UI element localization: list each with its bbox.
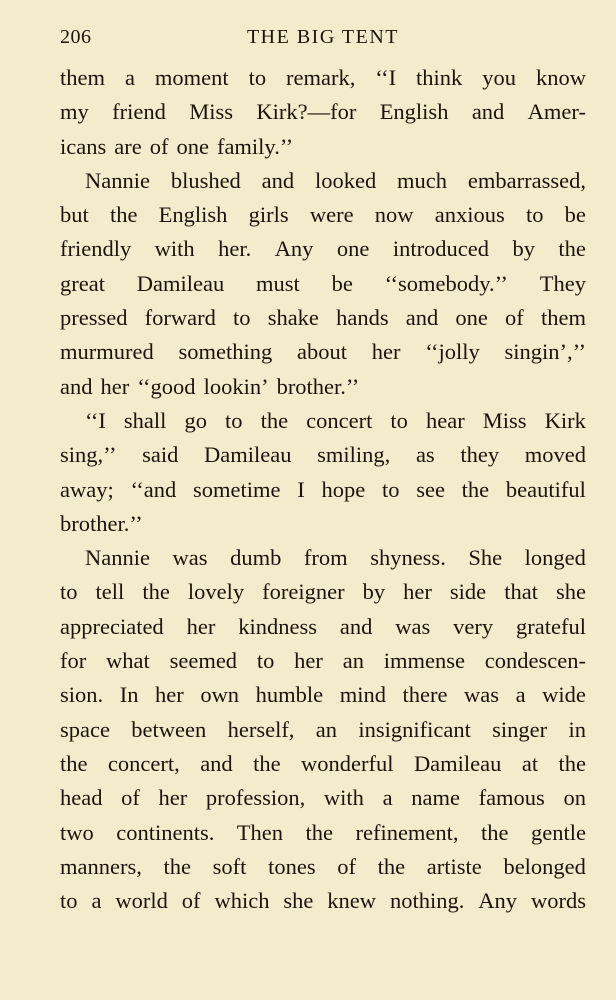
text-line: Nannie blushed and looked much embarrassed, bbox=[85, 167, 586, 193]
text-line: friendly with her. Any one introduced by the bbox=[60, 236, 586, 262]
text-line: head of her profession, with a name famous on bbox=[60, 785, 586, 811]
text-line: them a moment to remark, ‘‘I think you know bbox=[60, 65, 586, 90]
text-line: but the English girls were now anxious to be bbox=[60, 202, 586, 228]
text-line: ‘‘I shall go to the concert to hear Miss Kirk bbox=[85, 407, 586, 433]
text-line: for what seemed to her an immense condescen- bbox=[60, 648, 586, 674]
text-line: my friend Miss Kirk?—for English and Amer- bbox=[60, 99, 586, 125]
page-header bbox=[60, 26, 586, 54]
text-line: sion. In her own humble mind there was a wide bbox=[60, 682, 586, 708]
running-head: THE BIG TENT bbox=[246, 26, 400, 48]
text-line: to a world of which she knew nothing. Any words bbox=[60, 888, 586, 914]
text-line: icans are of one family.’’ bbox=[60, 133, 294, 159]
text-line: murmured something about her ‘‘jolly singin’,’’ bbox=[60, 339, 586, 365]
text-line: to tell the lovely foreigner by her side that she bbox=[60, 579, 586, 605]
text-line: appreciated her kindness and was very grateful bbox=[60, 613, 586, 639]
page-number: 206 bbox=[60, 26, 92, 48]
text-line: manners, the soft tones of the artiste belonged bbox=[60, 853, 586, 879]
text-line: sing,’’ said Damileau smiling, as they moved bbox=[60, 442, 586, 468]
text-line: two continents. Then the refinement, the gentle bbox=[60, 819, 586, 845]
text-line: Nannie was dumb from shyness. She longed bbox=[85, 545, 586, 571]
text-line: and her ‘‘good lookin’ brother.’’ bbox=[60, 373, 360, 399]
body-text bbox=[60, 61, 586, 918]
text-line: away; ‘‘and sometime I hope to see the beautiful bbox=[60, 476, 586, 502]
text-line: great Damileau must be ‘‘somebody.’’ They bbox=[60, 270, 586, 296]
text-line: the concert, and the wonderful Damileau at the bbox=[60, 750, 586, 776]
text-line: brother.’’ bbox=[60, 510, 143, 536]
text-line: space between herself, an insignificant singer in bbox=[60, 716, 586, 742]
text-line: pressed forward to shake hands and one of them bbox=[60, 305, 586, 331]
